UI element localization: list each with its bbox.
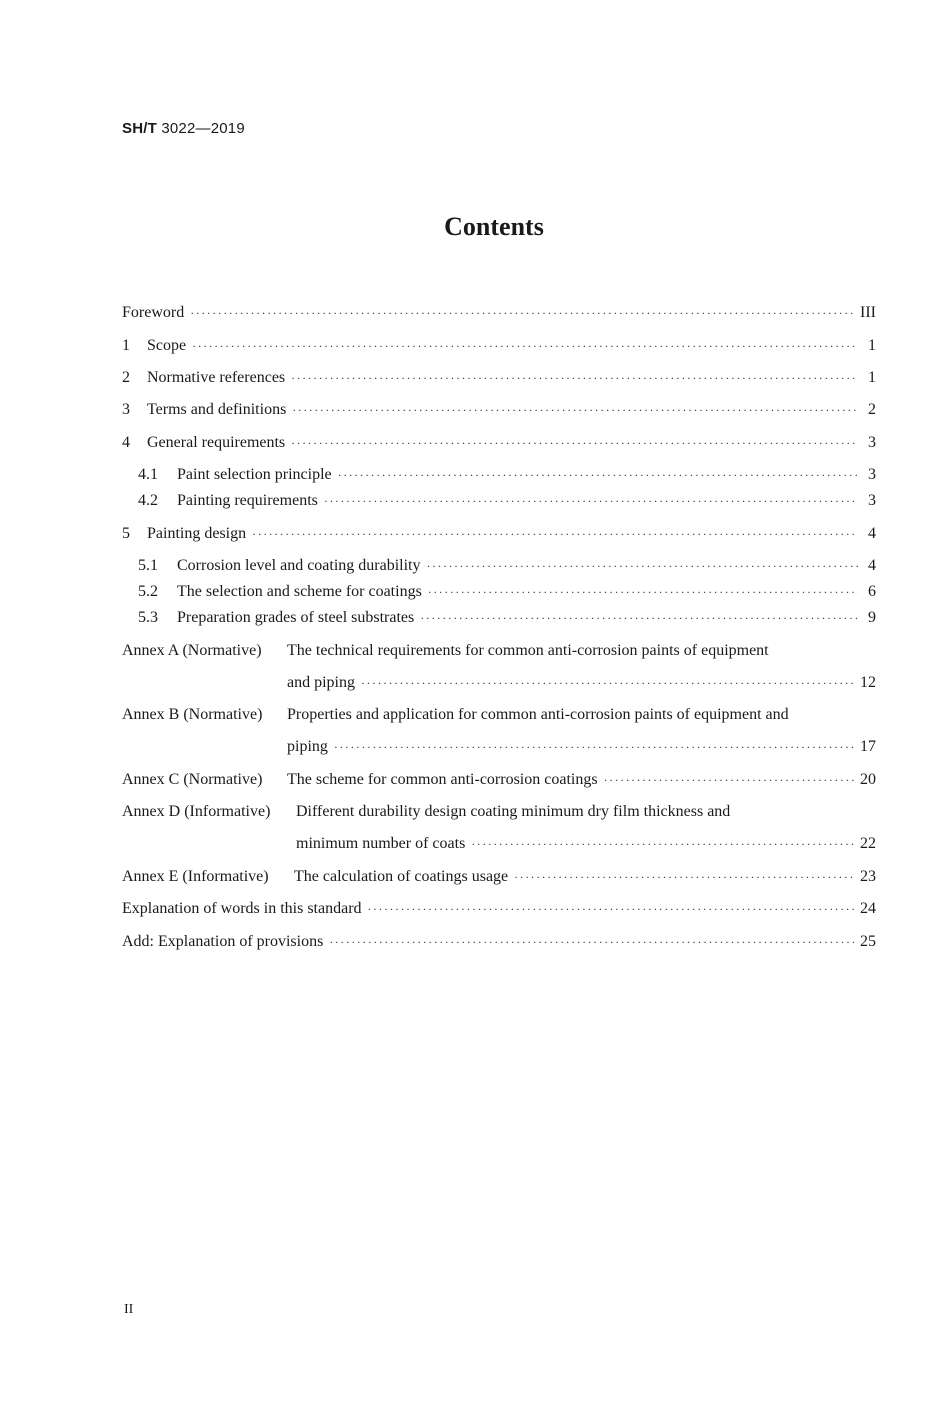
toc-entry-normative-references[interactable] bbox=[122, 369, 876, 393]
toc-entry-annex-e[interactable] bbox=[122, 868, 876, 892]
toc-entry-explanation-provisions[interactable] bbox=[122, 933, 876, 957]
toc-label: Preparation grades of steel substrates bbox=[177, 609, 415, 626]
toc-annex-prefix: Annex B (Normative) bbox=[122, 706, 263, 723]
toc-page: 3 bbox=[868, 434, 876, 451]
toc-entry-preparation-grades[interactable] bbox=[138, 609, 876, 633]
toc-page: 24 bbox=[860, 900, 876, 917]
toc-label: Paint selection principle bbox=[177, 466, 332, 483]
toc-entry-scope[interactable] bbox=[122, 337, 876, 361]
toc-entry-painting-design[interactable] bbox=[122, 525, 876, 549]
toc-label: Painting requirements bbox=[177, 492, 318, 509]
toc-label: Scope bbox=[147, 337, 187, 354]
toc-label: Explanation of words in this standard bbox=[122, 900, 362, 917]
toc-label-continued: minimum number of coats bbox=[296, 835, 466, 852]
toc-entry-selection-scheme[interactable] bbox=[138, 583, 876, 607]
toc-page: 17 bbox=[860, 738, 876, 755]
toc-page: III bbox=[860, 304, 876, 321]
document-code bbox=[122, 120, 245, 137]
toc-label: Properties and application for common anti-corrosion paints of equipment and bbox=[287, 706, 789, 723]
toc-entry-foreword[interactable] bbox=[122, 304, 876, 328]
toc-number: 3 bbox=[122, 401, 130, 418]
toc-number: 5 bbox=[122, 525, 130, 542]
toc-label: Different durability design coating minimum dry film thickness and bbox=[296, 803, 731, 820]
toc-page: 22 bbox=[860, 835, 876, 852]
toc-number: 4.1 bbox=[138, 466, 158, 483]
toc-entry-painting-requirements[interactable] bbox=[138, 492, 876, 516]
toc-page: 3 bbox=[868, 466, 876, 483]
toc-label: Painting design bbox=[147, 525, 247, 542]
toc-entry-paint-selection[interactable] bbox=[138, 466, 876, 490]
toc-number: 1 bbox=[122, 337, 130, 354]
toc-page: 3 bbox=[868, 492, 876, 509]
toc-entry-corrosion-level[interactable] bbox=[138, 557, 876, 581]
toc-label-continued: and piping bbox=[287, 674, 355, 691]
toc-page: 4 bbox=[868, 525, 876, 542]
toc-number: 2 bbox=[122, 369, 130, 386]
toc-page: 9 bbox=[868, 609, 876, 626]
toc-label: The scheme for common anti-corrosion coatings bbox=[287, 771, 598, 788]
toc-annex-prefix: Annex A (Normative) bbox=[122, 642, 262, 659]
toc-number: 4.2 bbox=[138, 492, 158, 509]
toc-label: General requirements bbox=[147, 434, 286, 451]
toc-page: 4 bbox=[868, 557, 876, 574]
toc-annex-prefix: Annex C (Normative) bbox=[122, 771, 263, 788]
toc-entry-general-requirements[interactable] bbox=[122, 434, 876, 458]
toc-page: 1 bbox=[868, 337, 876, 354]
toc-page: 1 bbox=[868, 369, 876, 386]
toc-entry-terms-definitions[interactable] bbox=[122, 401, 876, 425]
toc-number: 5.2 bbox=[138, 583, 158, 600]
toc-label: The technical requirements for common anti-corrosion paints of equipment bbox=[287, 642, 769, 659]
toc-label: Terms and definitions bbox=[147, 401, 287, 418]
toc-page: 20 bbox=[860, 771, 876, 788]
toc-label: Corrosion level and coating durability bbox=[177, 557, 421, 574]
document-code-prefix: SH/T bbox=[122, 120, 157, 137]
toc-page: 23 bbox=[860, 868, 876, 885]
document-code-number: 3022—2019 bbox=[161, 120, 245, 137]
toc-label: Foreword bbox=[122, 304, 185, 321]
toc-page: 6 bbox=[868, 583, 876, 600]
toc-page: 12 bbox=[860, 674, 876, 691]
toc-entry-explanation-words[interactable] bbox=[122, 900, 876, 924]
toc-page: 2 bbox=[868, 401, 876, 418]
page-title: Contents bbox=[444, 212, 544, 241]
toc-number: 4 bbox=[122, 434, 130, 451]
toc-label: Add: Explanation of provisions bbox=[122, 933, 324, 950]
toc-label: The selection and scheme for coatings bbox=[177, 583, 422, 600]
toc-number: 5.1 bbox=[138, 557, 158, 574]
toc-label: The calculation of coatings usage bbox=[294, 868, 509, 885]
toc-number: 5.3 bbox=[138, 609, 158, 626]
toc-page: 25 bbox=[860, 933, 876, 950]
toc-label: Normative references bbox=[147, 369, 286, 386]
toc-entry-annex-c[interactable] bbox=[122, 771, 876, 795]
toc-annex-prefix: Annex E (Informative) bbox=[122, 868, 269, 885]
toc-label-continued: piping bbox=[287, 738, 328, 755]
toc-annex-prefix: Annex D (Informative) bbox=[122, 803, 271, 820]
page-number: II bbox=[124, 1302, 134, 1317]
